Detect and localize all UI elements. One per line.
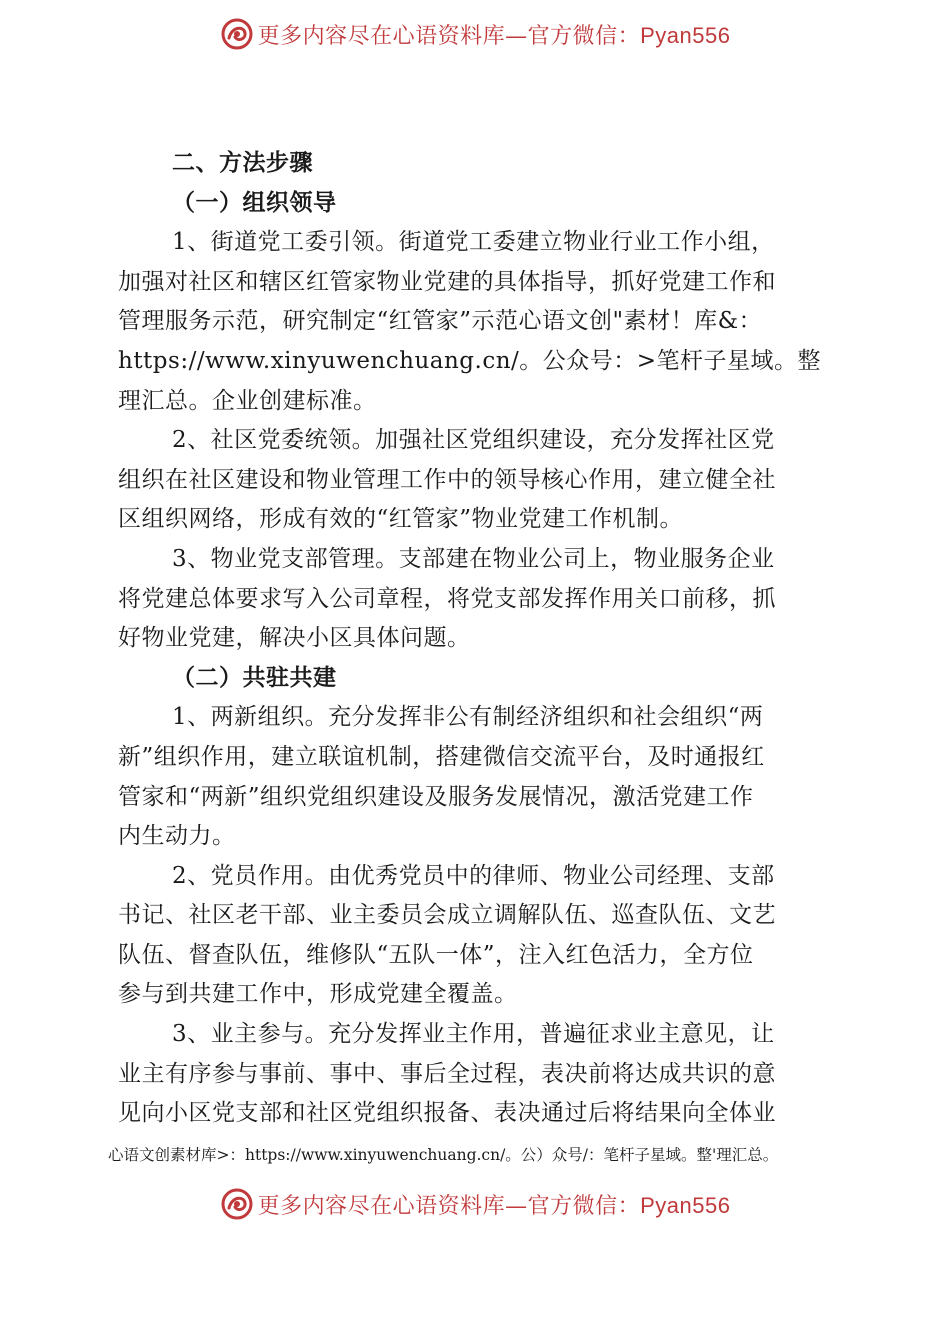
footer-watermark-note: 心语文创素材库>：https://www.xinyuwenchuang.cn/。公）众号/：笔杆子星域。整'理汇总。 xyxy=(108,1146,779,1164)
paragraph-line: 组织在社区建设和物业管理工作中的领导核心作用，建立健全社 xyxy=(118,466,776,493)
paragraph-line: 参与到共建工作中，形成党建全覆盖。 xyxy=(118,981,518,1008)
paragraph-line: 队伍、督查队伍，维修队“五队一体”，注入红色活力，全方位 xyxy=(118,941,754,968)
paragraph-line: 管家和“两新”组织党组织建设及服务发展情况，激活党建工作 xyxy=(118,783,754,810)
swirl-logo-icon xyxy=(220,17,254,51)
header-banner xyxy=(0,14,950,54)
paragraph-line: 将党建总体要求写入公司章程，将党支部发挥作用关口前移，抓 xyxy=(118,585,776,612)
paragraph-line: 管理服务示范，研究制定“红管家”示范心语文创"素材！库&： xyxy=(118,308,763,335)
banner-label: 更多内容尽在心语资料库—官方微信： xyxy=(257,23,641,49)
paragraph-line: 业主有序参与事前、事中、事后全过程，表决前将达成共识的意 xyxy=(118,1060,776,1087)
paragraph-line: 理汇总。企业创建标准。 xyxy=(118,387,377,414)
banner-text xyxy=(258,1189,731,1220)
paragraph-line: 见向小区党支部和社区党组织报备、表决通过后将结果向全体业 xyxy=(118,1100,776,1127)
paragraph-line: 1、两新组织。充分发挥非公有制经济组织和社会组织“两 xyxy=(172,704,764,731)
paragraph-line: 内生动力。 xyxy=(118,823,236,850)
section-heading: （二）共驻共建 xyxy=(172,664,337,691)
document-body xyxy=(118,144,834,1134)
paragraph-line: 2、党员作用。由优秀党员中的律师、物业公司经理、支部 xyxy=(172,862,775,889)
paragraph-line: 新”组织作用，建立联谊机制，搭建微信交流平台，及时通报红 xyxy=(118,743,765,770)
paragraph-line: https://www.xinyuwenchuang.cn/。公众号：>笔杆子星域。整 xyxy=(118,347,822,374)
swirl-logo-icon xyxy=(220,1187,254,1221)
paragraph-line: 区组织网络，形成有效的“红管家”物业党建工作机制。 xyxy=(118,506,684,533)
paragraph-line: 加强对社区和辖区红管家物业党建的具体指导，抓好党建工作和 xyxy=(118,268,776,295)
paragraph-line: 1、街道党工委引领。街道党工委建立物业行业工作小组， xyxy=(172,229,775,256)
banner-wechat-id: Pyan556 xyxy=(640,22,731,48)
paragraph-line: 3、物业党支部管理。支部建在物业公司上，物业服务企业 xyxy=(172,545,775,572)
paragraph-line: 2、社区党委统领。加强社区党组织建设，充分发挥社区党 xyxy=(172,427,775,454)
section-heading: 二、方法步骤 xyxy=(172,150,313,176)
banner-text xyxy=(258,19,731,50)
banner-wechat-id: Pyan556 xyxy=(640,1192,731,1218)
banner-label: 更多内容尽在心语资料库—官方微信： xyxy=(257,1193,641,1219)
paragraph-line: 3、业主参与。充分发挥业主作用，普遍征求业主意见，让 xyxy=(172,1021,775,1048)
paragraph-line: 书记、社区老干部、业主委员会成立调解队伍、巡查队伍、文艺 xyxy=(118,902,776,929)
section-heading: （一）组织领导 xyxy=(172,189,337,216)
footer-banner xyxy=(0,1184,950,1224)
paragraph-line: 好物业党建，解决小区具体问题。 xyxy=(118,625,471,652)
